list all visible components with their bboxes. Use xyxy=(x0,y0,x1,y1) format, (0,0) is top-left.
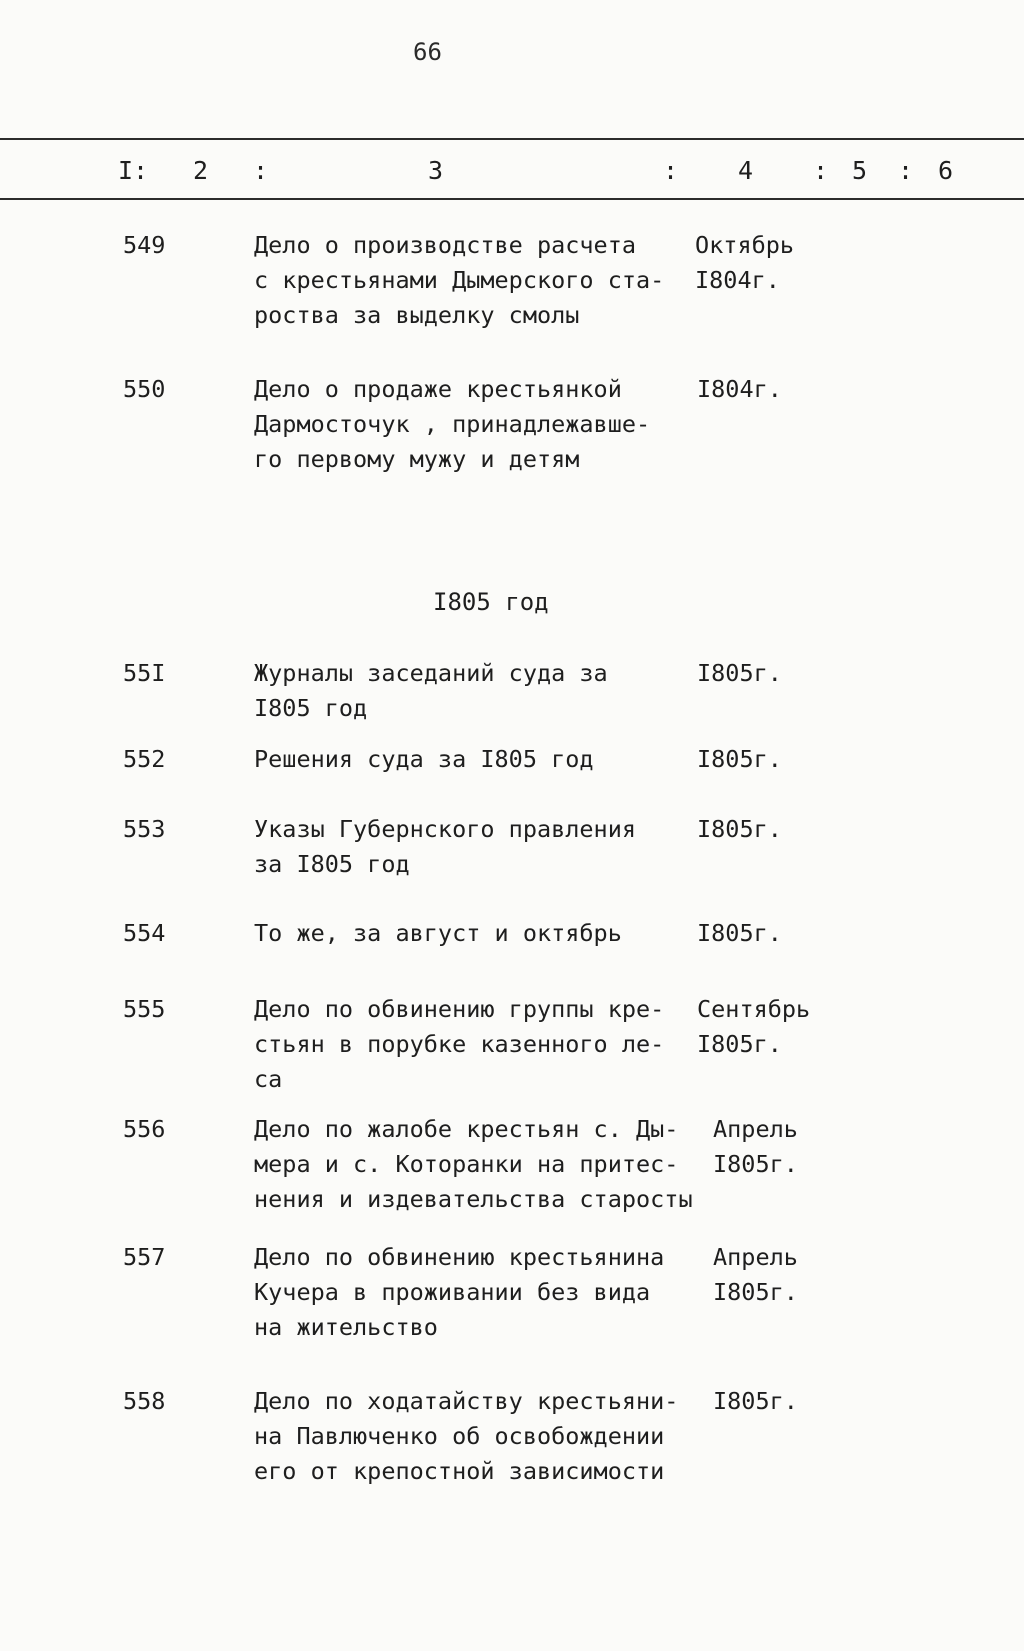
entry-date xyxy=(695,228,845,298)
year-heading: I805 год xyxy=(433,588,549,616)
entry-number: 55I xyxy=(123,659,166,687)
entry-description xyxy=(254,1240,694,1345)
column-header-separator: : xyxy=(813,156,829,185)
entry-date xyxy=(713,1112,863,1182)
entry-date xyxy=(713,1240,863,1310)
date-line: Октябрь xyxy=(695,231,795,259)
entry-number: 552 xyxy=(123,745,166,773)
date-line: I804г. xyxy=(695,266,780,294)
column-header-5: 5 xyxy=(852,156,868,185)
entry-description xyxy=(254,812,694,882)
entry-number: 549 xyxy=(123,231,166,259)
date-line: I805г. xyxy=(697,745,782,773)
date-line: I805г. xyxy=(697,919,782,947)
entry-number: 556 xyxy=(123,1115,166,1143)
header-bottom-rule xyxy=(0,198,1024,200)
description-line: стьян в порубке казенного ле- xyxy=(254,1030,665,1058)
description-line: Дело по обвинению крестьянина xyxy=(254,1243,665,1271)
entry-description xyxy=(254,742,694,777)
description-line: Дело о продаже крестьянкой xyxy=(254,375,622,403)
entry-date xyxy=(697,656,847,691)
description-line: Дело о производстве расчета xyxy=(254,231,637,259)
description-line: са xyxy=(254,1065,283,1093)
column-header-separator: : xyxy=(898,156,914,185)
description-line: на жительство xyxy=(254,1313,438,1341)
column-header-3: 3 xyxy=(428,156,444,185)
entry-number: 550 xyxy=(123,375,166,403)
entry-number: 557 xyxy=(123,1243,166,1271)
entry-number: 553 xyxy=(123,815,166,843)
description-line: Решения суда за I805 год xyxy=(254,745,594,773)
description-line: Указы Губернского правления xyxy=(254,815,637,843)
description-line: Дармосточук , принадлежавше- xyxy=(254,410,651,438)
description-line: Кучера в проживании без вида xyxy=(254,1278,651,1306)
column-header-6: 6 xyxy=(938,156,954,185)
column-header-2: 2 xyxy=(193,156,209,185)
date-line: I805г. xyxy=(697,659,782,687)
entry-date xyxy=(697,742,847,777)
entry-date xyxy=(697,992,847,1062)
description-line: его от крепостной зависимости xyxy=(254,1457,665,1485)
description-line: го первому мужу и детям xyxy=(254,445,580,473)
date-line: I805г. xyxy=(697,815,782,843)
entry-description xyxy=(254,992,694,1097)
description-line: Дело по ходатайству крестьяни- xyxy=(254,1387,679,1415)
date-line: Сентябрь xyxy=(697,995,811,1023)
column-header-1: I: xyxy=(118,156,149,185)
date-line: I805г. xyxy=(713,1387,798,1415)
entry-description xyxy=(254,1112,694,1217)
entry-date xyxy=(697,916,847,951)
description-line: Дело по обвинению группы кре- xyxy=(254,995,665,1023)
description-line: за I805 год xyxy=(254,850,410,878)
entry-description xyxy=(254,916,694,951)
date-line: I804г. xyxy=(697,375,782,403)
date-line: I805г. xyxy=(697,1030,782,1058)
entry-number: 554 xyxy=(123,919,166,947)
description-line: Дело по жалобе крестьян с. Ды- xyxy=(254,1115,679,1143)
description-line: мера и с. Которанки на притес- xyxy=(254,1150,679,1178)
entry-description xyxy=(254,372,694,477)
column-header-separator: : xyxy=(253,156,269,185)
entry-description xyxy=(254,1384,694,1489)
description-line: роства за выделку смолы xyxy=(254,301,580,329)
column-header-separator: : xyxy=(663,156,679,185)
entry-description xyxy=(254,228,694,333)
description-line: нения и издевательства старосты xyxy=(254,1185,693,1213)
description-line: с крестьянами Дымерского ста- xyxy=(254,266,665,294)
page-number: 66 xyxy=(413,38,442,66)
date-line: I805г. xyxy=(713,1278,798,1306)
date-line: I805г. xyxy=(713,1150,798,1178)
description-line: То же, за август и октябрь xyxy=(254,919,622,947)
date-line: Апрель xyxy=(713,1115,798,1143)
header-top-rule xyxy=(0,138,1024,140)
description-line: Журналы заседаний суда за xyxy=(254,659,608,687)
entry-number: 558 xyxy=(123,1387,166,1415)
entry-date xyxy=(713,1384,863,1419)
entry-number: 555 xyxy=(123,995,166,1023)
entry-date xyxy=(697,372,847,407)
entry-date xyxy=(697,812,847,847)
column-header-4: 4 xyxy=(738,156,754,185)
entry-description xyxy=(254,656,694,726)
description-line: I805 год xyxy=(254,694,368,722)
description-line: на Павлюченко об освобождении xyxy=(254,1422,665,1450)
date-line: Апрель xyxy=(713,1243,798,1271)
